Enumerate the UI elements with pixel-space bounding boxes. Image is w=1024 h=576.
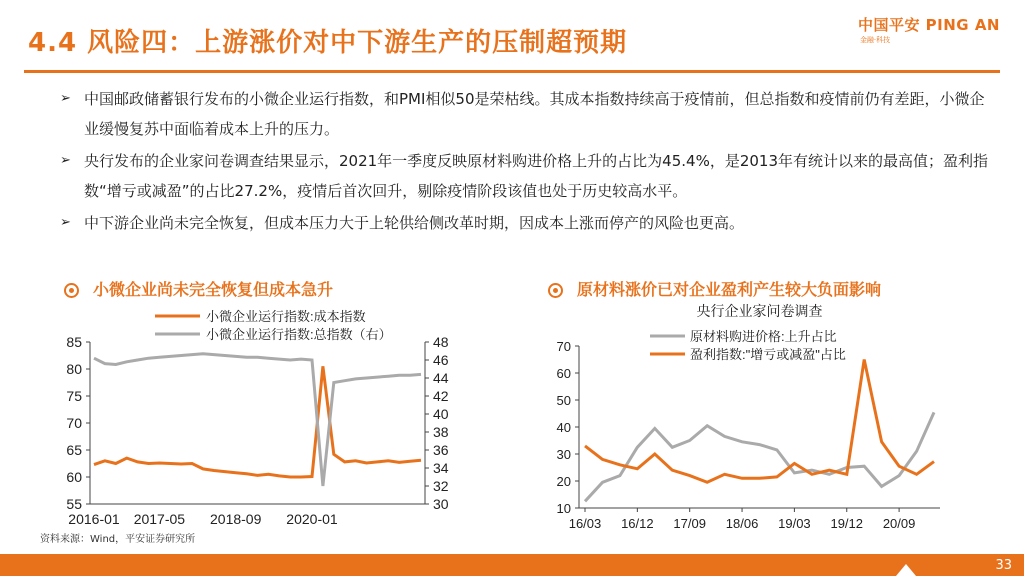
target-icon <box>64 283 79 298</box>
section-title-right <box>548 277 881 300</box>
bullet-text: 央行发布的企业家问卷调查结果显示，2021年一季度反映原材料购进价格上升的占比为45.4%，是2013年有统计以来的最高值；盈利指数“增亏或减盈”的占比27.2%，疫情后首次回升，剔除疫情阶段该值也处于历史较高水平。 <box>84 152 989 200</box>
y-tick-label: 10 <box>556 501 571 516</box>
y-right-tick-label: 44 <box>433 370 449 386</box>
y-right-tick-label: 30 <box>433 496 449 512</box>
x-tick-label: 2017-05 <box>133 511 186 527</box>
arrow-bullet-icon: ➢ <box>60 91 71 106</box>
y-tick-label: 60 <box>556 366 571 381</box>
y-tick-label: 30 <box>556 447 571 462</box>
y-tick-label: 70 <box>556 339 571 354</box>
chart-title: 央行企业家问卷调查 <box>696 303 823 319</box>
x-tick-label: 16/03 <box>568 516 602 530</box>
legend-label: 盈利指数:"增亏或减盈"占比 <box>690 347 846 362</box>
logo-tagline: 金融·科技 <box>859 36 891 44</box>
y-right-tick-label: 48 <box>433 334 449 350</box>
bullet-text: 中国邮政储蓄银行发布的小微企业运行指数，和PMI相似50是荣枯线。其成本指数持续高于疫情前，但总指数和疫情前仍有差距，小微企业缓慢复苏中面临着成本上升的压力。 <box>84 90 985 138</box>
y-right-tick-label: 40 <box>433 406 449 422</box>
logo-text: 中国平安 PING AN <box>857 16 1000 34</box>
series-line <box>94 366 421 477</box>
y-left-tick-label: 85 <box>66 334 82 350</box>
ping-an-logo <box>858 14 1000 45</box>
x-tick-label: 18/06 <box>725 516 759 530</box>
legend-label: 原材料购进价格:上升占比 <box>690 329 837 344</box>
chart-small-business-index <box>40 300 510 530</box>
y-left-tick-label: 55 <box>66 496 82 512</box>
title-rule <box>24 70 1000 73</box>
y-right-tick-label: 34 <box>433 460 449 476</box>
y-right-tick-label: 38 <box>433 424 449 440</box>
chart-entrepreneur-survey <box>535 300 955 530</box>
footer-notch <box>896 564 916 576</box>
y-left-tick-label: 80 <box>66 361 82 377</box>
y-right-tick-label: 32 <box>433 478 449 494</box>
x-tick-label: 17/09 <box>673 516 706 530</box>
bullet-list <box>60 84 990 240</box>
target-icon <box>548 283 563 298</box>
legend-label: 小微企业运行指数:总指数（右） <box>206 327 392 342</box>
legend-label: 小微企业运行指数:成本指数 <box>206 309 366 324</box>
x-tick-label: 16/12 <box>621 516 654 530</box>
bullet-text: 中下游企业尚未完全恢复，但成本压力大于上轮供给侧改革时期，因成本上涨而停产的风险也更高。 <box>84 214 745 232</box>
y-left-tick-label: 60 <box>66 469 82 485</box>
x-tick-label: 19/03 <box>778 516 811 530</box>
x-tick-label: 2018-09 <box>210 511 262 527</box>
x-tick-label: 19/12 <box>830 516 864 530</box>
bullet-item <box>60 146 990 206</box>
series-line <box>585 360 934 483</box>
section-title-left-text: 小微企业尚未完全恢复但成本急升 <box>93 280 334 299</box>
footer-bar <box>0 554 1024 576</box>
arrow-bullet-icon: ➢ <box>60 215 71 230</box>
y-right-tick-label: 42 <box>433 388 449 404</box>
y-right-tick-label: 36 <box>433 442 449 458</box>
y-left-tick-label: 75 <box>66 388 82 404</box>
y-tick-label: 20 <box>556 474 571 489</box>
y-right-tick-label: 46 <box>433 352 449 368</box>
y-tick-label: 40 <box>556 420 571 435</box>
slide-title: 4.4 风险四：上游涨价对中下游生产的压制超预期 <box>28 28 628 58</box>
y-left-tick-label: 70 <box>66 415 82 431</box>
series-line <box>585 412 934 501</box>
y-left-tick-label: 65 <box>66 442 82 458</box>
y-tick-label: 50 <box>556 393 571 408</box>
series-line <box>94 354 421 486</box>
bullet-item <box>60 84 990 144</box>
x-tick-label: 2016-01 <box>68 511 120 527</box>
x-tick-label: 2020-01 <box>286 511 338 527</box>
bullet-item <box>60 208 990 238</box>
x-tick-label: 20/09 <box>882 516 916 530</box>
section-title-left <box>64 277 333 300</box>
arrow-bullet-icon: ➢ <box>60 153 71 168</box>
page-number: 33 <box>995 558 1012 573</box>
source-note: 资料来源：Wind，平安证券研究所 <box>40 534 196 545</box>
section-title-right-text: 原材料涨价已对企业盈利产生较大负面影响 <box>577 280 882 299</box>
